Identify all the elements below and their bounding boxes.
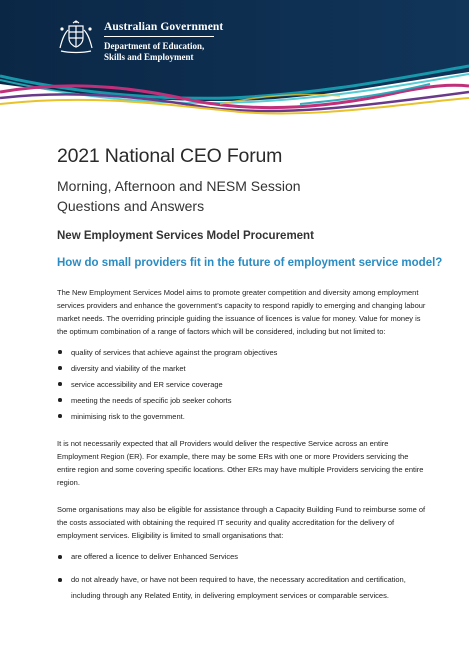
- department-name-line-1: Department of Education,: [104, 41, 205, 51]
- section-heading: New Employment Services Model Procurement: [57, 230, 314, 242]
- eligibility-list: [57, 549, 427, 604]
- list-item: minimising risk to the government.: [57, 410, 427, 423]
- paragraph-1: The New Employment Services Model aims to promote greater competition and diversity among employment services providers and enhance the government’s capacity to respond rapidly to emerging and changing labour market needs. The overriding principle guiding the issuance of licences is value for money. Value for money is the optimum combination of a range of factors which will be considered, including but not limited to:: [57, 288, 426, 336]
- header-banner: [0, 0, 469, 120]
- list-item: do not already have, or have not been required to have, the necessary accreditation and certification, including through any Related Entity, in delivering employment services or comparable services.: [57, 572, 427, 604]
- document-subtitle: [57, 176, 427, 216]
- list-item: diversity and viability of the market: [57, 362, 427, 375]
- paragraph-2: It is not necessarily expected that all Providers would deliver the respective Service across an entire Employment Region (ER). For example, there may be some ERs with one or more Providers servicing the entire region and some covering specific locations. Other ERs may have multiple Providers servicing the entire region.: [57, 438, 424, 487]
- document-title: 2021 National CEO Forum: [57, 145, 283, 167]
- banner-graphic: [0, 0, 469, 120]
- department-name-line-2: Skills and Employment: [104, 52, 194, 62]
- government-name: Australian Government: [104, 21, 214, 37]
- value-factors-list: [57, 346, 427, 423]
- list-item: are offered a licence to deliver Enhanced Services: [57, 549, 427, 565]
- subtitle-line-2: Questions and Answers: [57, 198, 205, 214]
- paragraph-3: Some organisations may also be eligible for assistance through a Capacity Building Fund to reimburse some of the costs associated with obtaining the required IT security and quality accreditation for the delivery of employment services. Eligibility is limited to small organisations that:: [57, 504, 426, 540]
- question-heading: How do small providers fit in the future of employment service model?: [57, 257, 443, 269]
- list-item: meeting the needs of specific job seeker cohorts: [57, 394, 427, 407]
- subtitle-line-1: Morning, Afternoon and NESM Session: [57, 178, 301, 194]
- list-item: quality of services that achieve against the program objectives: [57, 346, 427, 359]
- coat-of-arms-icon: [56, 20, 96, 56]
- list-item: service accessibility and ER service coverage: [57, 378, 427, 391]
- government-wordmark: [104, 21, 224, 63]
- document-body: [57, 144, 443, 611]
